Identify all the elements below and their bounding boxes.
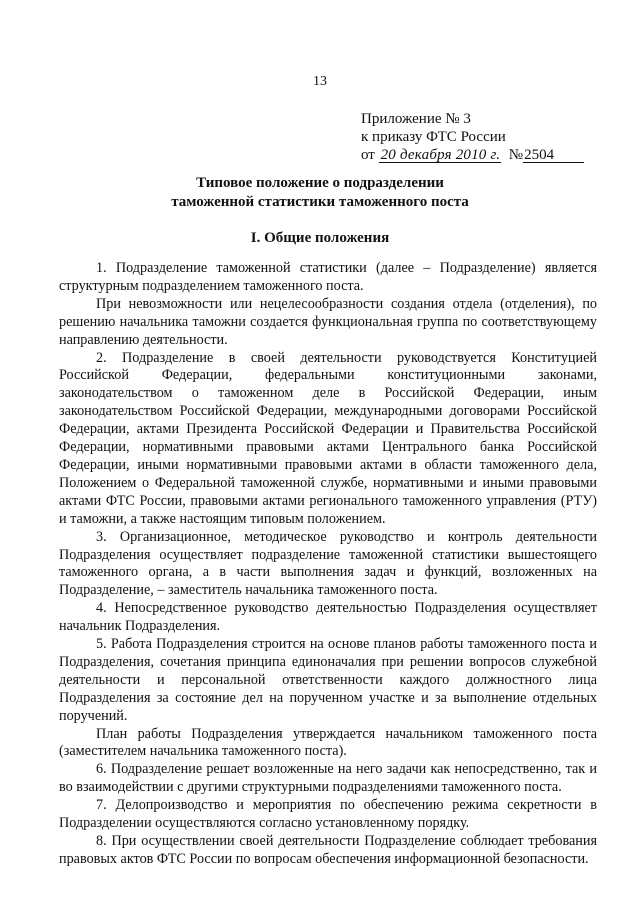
paragraph: 4. Непосредственное руководство деятельностью Подразделения осуществляет начальник Подразделения. bbox=[59, 600, 597, 635]
paragraph: При невозможности или нецелесообразности создания отдела (отделения), по решению начальника таможни создается функциональная группа по соответствующему направлению деятельности. bbox=[59, 295, 597, 348]
paragraph: 2. Подразделение в своей деятельности руководствуется Конституцией Российской Федерации, федеральными конституционными законами, законодательством о таможенном деле в Российской Федерации, иным законодательством Российской Федерации, международными договорами Российской Федерации, актами Президента Российской Федерации и Правительства Российской Федерации, нормативными правовыми актами Центрального банка Российской Федерации, иными нормативными правовыми актами в области таможенного дела, Положением о Федеральной таможенной службе, нормативными и иными правовыми актами ФТС России, правовыми актами регионального таможенного управления (РТУ) и таможни, а также настоящим типовым положением. bbox=[59, 349, 597, 527]
page-number: 13 bbox=[313, 74, 327, 89]
paragraph: План работы Подразделения утверждается начальником таможенного поста (заместителем начальника таможенного поста). bbox=[59, 725, 597, 760]
appendix-date-line bbox=[361, 146, 601, 164]
paragraph: 1. Подразделение таможенной статистики (далее – Подразделение) является структурным подразделением таможенного поста. bbox=[59, 260, 597, 294]
number-prefix: № bbox=[508, 147, 524, 163]
appendix-order-reference: к приказу ФТС России bbox=[361, 129, 506, 145]
paragraph: 5. Работа Подразделения строится на основе планов работы таможенного поста и Подразделения, сочетания принципа единоначалия при решении вопросов служебной деятельности и персональной ответственности каждого должностного лица Подразделения за состояние дел на порученном участке и за выполнение отдельных поручений. bbox=[59, 636, 597, 724]
paragraph: 8. При осуществлении своей деятельности Подразделение соблюдает требования правовых актов ФТС России по вопросам обеспечения информационной безопасности. bbox=[59, 833, 597, 867]
section-heading: I. Общие положения bbox=[250, 230, 390, 246]
document-body bbox=[59, 259, 597, 869]
appendix-block bbox=[361, 110, 601, 164]
document-title bbox=[0, 174, 640, 212]
document-title-line-2: таможенной статистики таможенного поста bbox=[171, 194, 469, 210]
appendix-title: Приложение № 3 bbox=[361, 111, 471, 127]
from-label: от bbox=[361, 147, 375, 163]
order-number: 2504 bbox=[523, 148, 584, 163]
order-date: 20 декабря 2010 г. bbox=[380, 147, 501, 163]
paragraph: 7. Делопроизводство и мероприятия по обеспечению режима секретности в Подразделении осуществляются согласно установленному порядку. bbox=[59, 797, 597, 832]
document-title-line-1: Типовое положение о подразделении bbox=[196, 175, 444, 191]
paragraph: 6. Подразделение решает возложенные на него задачи как непосредственно, так и во взаимодействии с другими структурными подразделениями таможенного поста. bbox=[59, 761, 597, 796]
paragraph: 3. Организационное, методическое руководство и контроль деятельности Подразделения осуществляет подразделение таможенной статистики вышестоящего таможенного органа, а в части выполнения задач и функций, возложенных на Подразделение, – заместитель начальника таможенного поста. bbox=[59, 528, 597, 599]
